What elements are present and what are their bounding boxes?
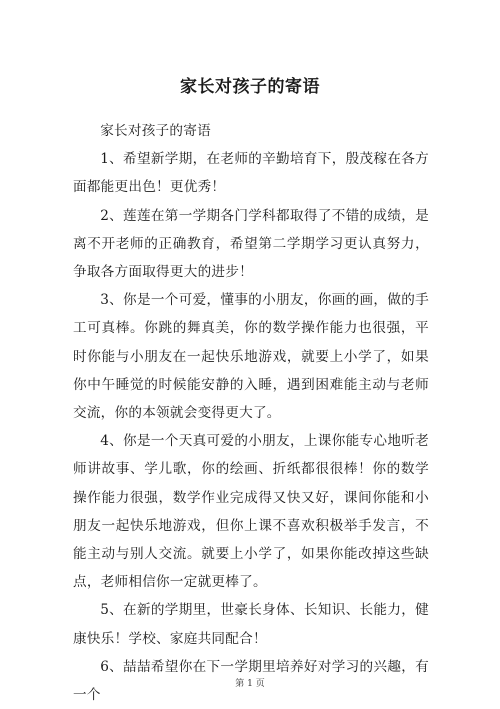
page-number: 第 1 页 xyxy=(235,679,265,689)
paragraph-6: 6、喆喆希望你在下一学期里培养好对学习的兴趣，有一个 xyxy=(73,658,429,704)
paragraph-2: 2、莲莲在第一学期各门学科都取得了不错的成绩，是离不开老师的正确教育，希望第二学期学习更认真努力，争取各方面取得更大的进步！ xyxy=(73,207,429,281)
paragraph-1: 1、希望新学期，在老师的辛勤培育下，殷茂稼在各方面都能更出色！更优秀！ xyxy=(73,151,429,196)
paragraph-heading: 家长对孩子的寄语 xyxy=(100,123,211,139)
paragraph-5: 5、在新的学期里，世豪长身体、长知识、长能力，健康快乐！学校、家庭共同配合！ xyxy=(73,602,429,647)
document-body xyxy=(73,117,429,709)
paragraph-3: 3、你是一个可爱，懂事的小朋友，你画的画，做的手工可真棒。你跳的舞真美，你的数学操作能力也很强，平时你能与小朋友在一起快乐地游戏，就要上小学了，如果你中午睡觉的时候能安静的入睡，遇到困难能主动与老师交流，你的本领就会变得更大了。 xyxy=(73,292,429,422)
document-title: 家长对孩子的寄语 xyxy=(180,77,320,97)
paragraph-4: 4、你是一个天真可爱的小朋友，上课你能专心地听老师讲故事、学儿歌，你的绘画、折纸都很很棒！你的数学操作能力很强，数学作业完成得又快又好，课间你能和小朋友一起快乐地游戏，但你上课不喜欢积极举手发言，不能主动与别人交流。就要上小学了，如果你能改掉这些缺点，老师相信你一定就更棒了。 xyxy=(73,433,429,591)
